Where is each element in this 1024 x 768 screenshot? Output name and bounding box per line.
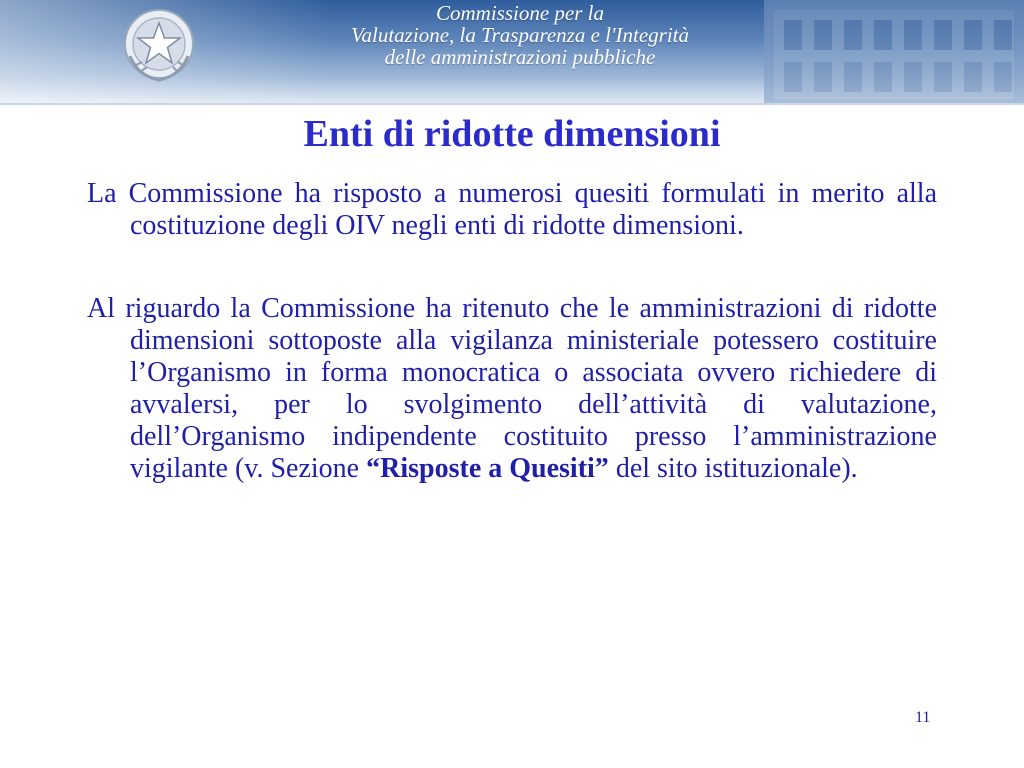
slide-body [87, 178, 937, 485]
risposte-a-quesiti-reference: “Risposte a Quesiti” [366, 453, 609, 484]
commission-name [250, 2, 790, 68]
commission-name-line-3: delle amministrazioni pubbliche [384, 45, 656, 69]
commission-name-line-2: Valutazione, la Trasparenza e l'Integrità [351, 23, 689, 47]
page-number: 11 [915, 709, 931, 726]
commission-name-line-1: Commissione per la [436, 1, 604, 25]
header-divider [0, 103, 1024, 105]
paragraph-2-end: del sito istituzionale). [608, 453, 858, 484]
paragraph-2 [87, 293, 937, 485]
paragraph-2-text: Al riguardo la Commissione ha ritenuto che le amministrazioni di ridotte dimensioni sottoposte alla vigilanza ministeriale potessero costituire l’Organismo in forma monocratica o associata ovvero richiedere di avvalersi, per lo svolgimento dell’attività di valutazione, dell’Organismo indipendente costituito presso l’amministrazione vigilante (v. Sezione [87, 293, 937, 484]
palace-facade-image [764, 0, 1024, 103]
republic-emblem-icon [118, 4, 200, 86]
header-banner [0, 0, 1024, 103]
paragraph-1: La Commissione ha risposto a numerosi quesiti formulati in merito alla costituzione degli OIV negli enti di ridotte dimensioni. [87, 178, 937, 241]
slide-title: Enti di ridotte dimensioni [303, 113, 721, 155]
